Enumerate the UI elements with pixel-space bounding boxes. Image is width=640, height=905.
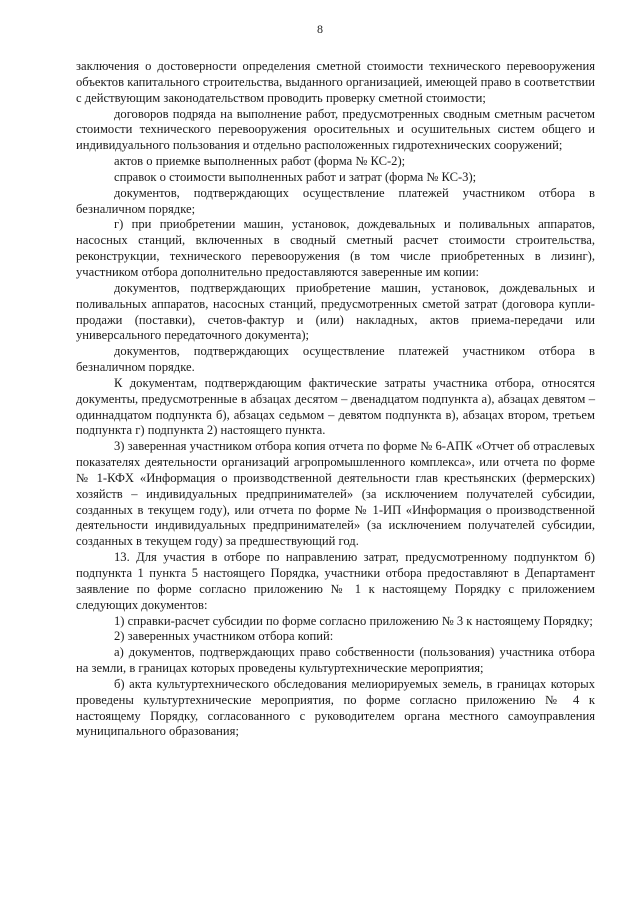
paragraph: документов, подтверждающих приобретение машин, установок, дождевальных и поливальных аппаратов, насосных станций, предусмотренных сметой затрат (договора купли-продажи (поставки), счетов-фактур и (или) накладных, актов приема-передачи или универсального передаточного документа); <box>76 280 595 343</box>
paragraph: 13. Для участия в отборе по направлению затрат, предусмотренному подпунктом б) подпункта 1 пункта 5 настоящего Порядка, участники отбора предоставляют в Департамент заявление по форме согласно приложению № 1 к настоящему Порядку с приложением следующих документов: <box>76 550 595 612</box>
document-body <box>76 59 595 740</box>
page-number: 8 <box>317 22 323 36</box>
paragraph: договоров подряда на выполнение работ, предусмотренных сводным сметным расчетом стоимости технического перевооружения оросительных и осушительных систем общего и индивидуального пользования и отдельно расположенных гидротехнических сооружений; <box>76 106 595 153</box>
paragraph: заключения о достоверности определения сметной стоимости технического перевооружения объектов капитального строительства, выданного организацией, имеющей право в соответствии с действующим законодательством проводить проверку сметной стоимости; <box>76 59 595 105</box>
paragraph: г) при приобретении машин, установок, дождевальных и поливальных аппаратов, насосных станций, включенных в сводный сметный расчет стоимости строительства, реконструкции, технического перевооружения (в том числе приобретенных в лизинг), участником отбора дополнительно предоставляются заверенные им копии: <box>76 217 595 279</box>
paragraph: К документам, подтверждающим фактические затраты участника отбора, относятся документы, предусмотренные в абзацах десятом – двенадцатом подпункта а), абзацах девятом – одиннадцатом подпункта б), абзацах седьмом – девятом подпункта в), абзацах втором, третьем подпункта г) подпункта 2) настоящего пункта. <box>76 375 595 438</box>
paragraph: документов, подтверждающих осуществление платежей участником отбора в безналичном порядке; <box>76 185 595 216</box>
paragraph: а) документов, подтверждающих право собственности (пользования) участника отбора на земли, в границах которых проведены культуртехнические мероприятия; <box>76 645 595 676</box>
paragraph: 2) заверенных участником отбора копий: <box>114 629 334 644</box>
paragraph: б) акта культуртехнического обследования мелиорируемых земель, в границах которых проведены культуртехнические мероприятия, по форме согласно приложению № 4 к настоящему Порядку, согласованного с руководителем органа местного самоуправления муниципального образования; <box>76 676 595 739</box>
paragraph: справок о стоимости выполненных работ и затрат (форма № КС-3); <box>114 169 477 184</box>
paragraph: документов, подтверждающих осуществление платежей участником отбора в безналичном порядке. <box>76 344 595 375</box>
paragraph: 1) справки-расчет субсидии по форме согласно приложению № 3 к настоящему Порядку; <box>114 613 593 628</box>
paragraph: 3) заверенная участником отбора копия отчета по форме № 6-АПК «Отчет об отраслевых показателях деятельности организаций агропромышленного комплекса», или отчета по форме № 1-КФХ «Информация о производственной деятельности глав крестьянских (фермерских) хозяйств – индивидуальных предпринимателей» (за исключением получателей субсидии, созданных в текущем году), или отчета по форме № 1-ИП «Информация о производственной деятельности индивидуальных предпринимателей» (за исключением получателей субсидии, созданных в текущем году) за предшествующий год. <box>76 439 595 549</box>
paragraph: актов о приемке выполненных работ (форма № КС-2); <box>114 154 406 169</box>
